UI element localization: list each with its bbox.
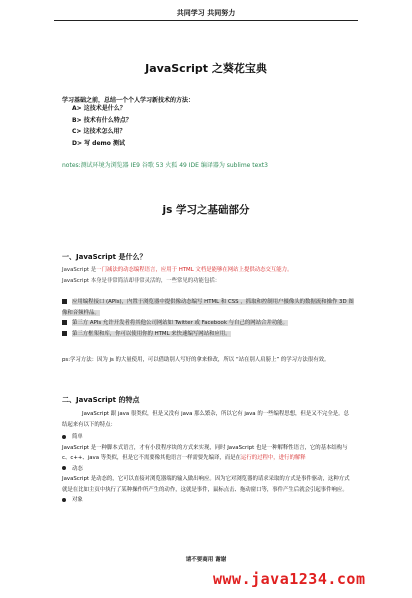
page-footer: 请不要商用 谢谢 <box>185 557 227 563</box>
section-title: js 学习之基础部分 <box>162 204 250 216</box>
question-item: D> 写 demo 测试 <box>72 139 126 147</box>
section-heading-2: 二、JavaScript 的特点 <box>62 396 140 404</box>
intro-text: 学习基础之前，总结一个个人学习新技术的方法： <box>62 97 195 104</box>
list-item <box>62 297 354 318</box>
list-item-body <box>62 474 354 495</box>
bullet-icon <box>62 498 66 502</box>
list-item-label: 对象 <box>72 497 83 503</box>
list-item-text: JavaScript 是动态的，它可以直接对浏览器端的输入做出响应。因为它对浏览器的请求采取的方式是事件驱动，这种方式就是在比如主页中执行了某种操作所产生的动作，这就是事件，鼠标点击、拖动窗口等，事件产生后就会引起事件响应。 <box>62 476 350 493</box>
list-item-text: 第三方 APIs 允许开发者将其他公司网站如 Twitter 或 Facebook 与自己的网站合并功能。 <box>72 320 288 326</box>
section-1-paragraph <box>62 265 354 286</box>
question-item: C> 这技术怎么用？ <box>72 128 126 135</box>
bullet-icon <box>62 435 66 439</box>
list-item-text: 应用编程接口 (APIs)，内置于浏览器中提供像动态编写 HTML 和 CSS ，抓取和控制用户摄像头的数据流和操作 3D 图像和音频样品。 <box>62 299 354 316</box>
section-heading-1: 一、JavaScript 是什么？ <box>62 253 147 261</box>
list-item <box>62 495 354 506</box>
square-bullet-icon <box>62 299 67 304</box>
watermark-logo: www.java1234.com <box>213 570 366 588</box>
traits-list <box>62 432 354 506</box>
ps-note: ps:学习方法：因为 js 的大量使用，可以借助别人写好的拿来修改，所以 “站在别人肩膀上” 的学习方法很有效。 <box>62 357 330 363</box>
question-list <box>72 103 132 149</box>
notes-text: notes:测试环境为浏览器 IE9 谷歌 53 火狐 49 IDE 编译器为 sublime text3 <box>62 162 268 169</box>
document-title: JavaScript 之葵花宝典 <box>145 62 267 75</box>
bullet-icon <box>62 466 66 470</box>
section-2-paragraph: JavaScript 跟 java 很类似，但是又没有 java 那么繁杂，所以它有 java 的一些编程思想，但是又不完全是。总结起来有以下的特点： <box>62 411 349 428</box>
list-item <box>62 464 354 475</box>
header-divider <box>54 20 358 21</box>
highlighted-text: 一门减法的动态编程语言，应用于 HTML 文档是能够在网站上提供动态交互能力。 <box>96 267 293 273</box>
list-item-text: JavaScript 是一种脚本式语言，才有小段程序块的方式来实现，同时 JavaScript 也是一种解释性语言，它的基本结构与 c、c++、java 等类似，但是它不需要像其他语言一样需要先编译，而是在 <box>62 444 348 461</box>
feature-list <box>62 297 354 339</box>
list-item <box>62 318 354 329</box>
list-item <box>62 432 354 443</box>
list-item-label: 简单 <box>72 434 83 440</box>
paragraph-text: JavaScript 是 <box>62 267 97 273</box>
square-bullet-icon <box>62 320 67 325</box>
highlighted-text: 运行的过程中，进行的解释 <box>240 455 306 461</box>
question-item: A> 这技术是什么？ <box>72 105 126 112</box>
list-item <box>62 329 354 340</box>
paragraph-text: JavaScript 本身是非常简洁却非常灵活的，一些常见的功能包括： <box>62 277 221 284</box>
list-item-text: 第三方框架和库，你可以使用你的 HTML 来快速编写网站和应用。 <box>72 330 231 337</box>
list-item-body <box>62 443 354 464</box>
square-bullet-icon <box>62 331 67 336</box>
page-header: 共同学习 共同努力 <box>176 9 236 17</box>
question-item: B> 技术有什么特点？ <box>72 116 132 124</box>
list-item-label: 动态 <box>72 465 83 472</box>
